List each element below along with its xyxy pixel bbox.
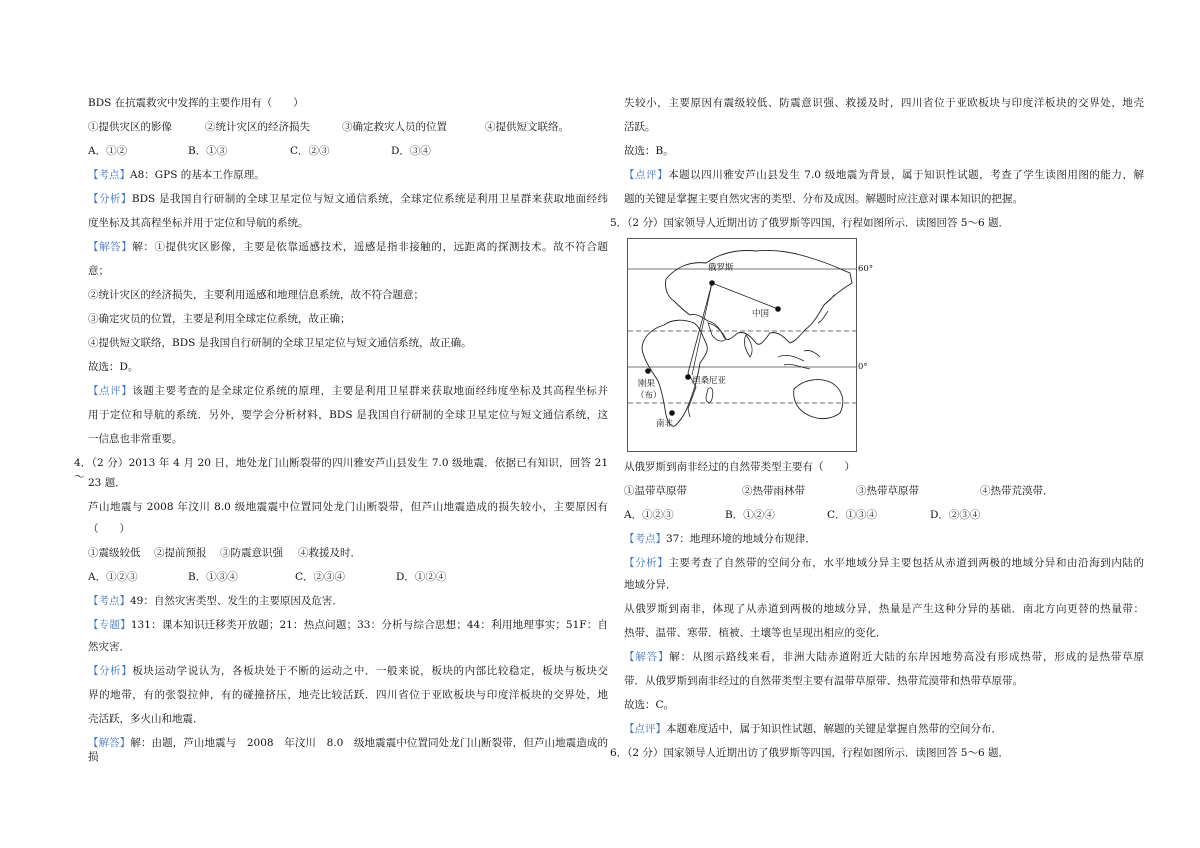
q4-jieda-text-1: 解：由题，芦山地震与 2008 年汶川 8.0 级地震震中位置同处龙门山断裂带，但芦山地震造成的损: [88, 737, 609, 763]
q4-fenxi-3: 壳活跃，多火山和地震．: [88, 713, 204, 725]
eurasia-outline: [665, 250, 852, 344]
q4-jieda-3: 活跃。: [624, 121, 656, 133]
q3-dianping-3: 一信息也非常重要。: [88, 433, 183, 445]
kaodian-tag: 【考点】: [88, 595, 130, 607]
q5-option-d[interactable]: D．②③④: [930, 509, 981, 521]
q3-jieda-1: [88, 240, 608, 254]
q4-sub-1: 芦山地震与 2008 年汶川 8.0 级地震震中位置同处龙门山断裂带，但芦山地震造成的损失较小，主要原因有: [88, 501, 608, 513]
q4-option-c[interactable]: C．②③④: [295, 571, 346, 583]
dianping-tag: 【点评】: [624, 169, 669, 181]
q3-kaodian: [88, 168, 265, 182]
label-0-degree: 0°: [858, 362, 868, 372]
south-africa-dot: [669, 410, 675, 416]
q3-choice-4: ④提供短文联络。: [485, 121, 569, 133]
q3-choice-2: ②统计灾区的经济损失: [205, 121, 310, 133]
q5-stem: 5．（2 分）国家领导人近期出访了俄罗斯等四国，行程如图所示．读图回答 5～6 题．: [610, 217, 1009, 229]
q3-jieda-3: ②统计灾区的经济损失，主要利用遥感和地理信息系统，故不符合题意；: [88, 289, 424, 301]
label-china: 中国: [752, 309, 770, 319]
q4-zhuanti-text-1: 131：课本知识迁移类开放题；21：热点问题；33：分析与综合思想；44：利用地理事实；51F：自: [130, 619, 608, 631]
q5-fenxi-2: 地域分异．: [624, 579, 677, 591]
q5-fenxi-text-1: 主要考查了自然带的空间分布，水平地域分异主要包括从赤道到两极的地域分异和由沿海到内陆的: [668, 557, 1145, 569]
dianping-tag: 【点评】: [624, 723, 666, 735]
q4-jieda-1: [88, 736, 608, 764]
q5-choice-4: ④热带荒漠带．: [980, 485, 1054, 497]
tanzania-dot: [685, 374, 691, 380]
q4-dianping-1: [624, 168, 1144, 182]
q3-kaodian-text: A8：GPS 的基本工作原理。: [130, 169, 265, 181]
world-route-map: [627, 238, 874, 452]
q5-fenxi-1: [624, 556, 1144, 570]
q4-option-b[interactable]: B．①③④: [188, 571, 238, 583]
zhuanti-tag: 【专题】: [88, 619, 131, 631]
q5-choices: [624, 484, 1054, 498]
label-south-africa: 南非: [656, 419, 674, 429]
q5-option-b[interactable]: B．①②④: [725, 509, 775, 521]
q3-dianping-1: [88, 384, 608, 398]
q5-jieda-1: [624, 650, 1144, 664]
q3-fenxi-2: 度坐标及其高程坐标并用于定位和导航的系统。: [88, 217, 309, 229]
q3-option-a[interactable]: A．①②: [88, 145, 128, 157]
q5-option-c[interactable]: C．①③④: [827, 509, 878, 521]
q4-choices: [88, 546, 361, 560]
beijing-dot: [775, 306, 781, 312]
q4-stem-2: 23 题．: [88, 477, 126, 489]
label-congo-2: （布）: [636, 391, 662, 401]
dianping-tag: 【点评】: [88, 385, 133, 397]
se-asia-islands: [778, 350, 820, 369]
q3-jieda-text-1: 解：①提供灾区影像，主要是依靠遥感技术，遥感是指非接触的，远距离的探测技术。故不符合题: [132, 241, 609, 253]
q4-zhuanti-1: [88, 618, 608, 632]
q4-choice-4: ④救援及时．: [298, 547, 361, 559]
q4-jieda-2: 失较小，主要原因有震级较低、防震意识强、救援及时，四川省位于亚欧板块与印度洋板块的交界处，地壳: [624, 97, 1144, 109]
label-tanzania: 坦桑尼亚: [692, 376, 727, 386]
q4-fenxi-1: [88, 664, 608, 678]
q3-dianping-2: 用于定位和导航的系统．另外，要学会分析材料，BDS 是我国自行研制的全球卫星定位与短文通信系统，这: [88, 409, 608, 421]
route-segment: [692, 283, 712, 375]
australia-outline: [794, 380, 843, 419]
q5-sub: 从俄罗斯到南非经过的自然带类型主要有（ ）: [624, 461, 855, 473]
q3-answer: 故选：D。: [88, 361, 139, 373]
kaodian-tag: 【考点】: [624, 533, 666, 545]
q3-jieda-2: 意；: [88, 265, 109, 277]
q3-option-d[interactable]: D．③④: [391, 145, 431, 157]
q5-dianping-text: 本题难度适中，属于知识性试题，解题的关键是掌握自然带的空间分布．: [666, 723, 1002, 735]
q4-sub-2: （ ）: [88, 523, 130, 535]
q3-stem: BDS 在抗震救灾中发挥的主要作用有（ ）: [88, 97, 304, 109]
q5-jieda-text-1: 解：从图示路线来看，非洲大陆赤道附近大陆的东岸因地势高没有形成热带，形成的是热带草原: [669, 651, 1145, 663]
q4-choice-2: ②提前预报: [154, 547, 207, 559]
jieda-tag: 【解答】: [88, 737, 131, 749]
q3-dianping-text-1: 该题主要考查的是全球定位系统的原理，主要是利用卫星群来获取地面经纬度坐标及其高程坐标并: [132, 385, 609, 397]
india-outline: [744, 335, 752, 357]
q5-option-a[interactable]: A．①②③: [624, 509, 674, 521]
jieda-tag: 【解答】: [624, 651, 670, 663]
q4-fenxi-text-1: 板块运动学说认为，各板块处于不断的运动之中．一般来说，板块的内部比较稳定，板块与板块交: [132, 665, 609, 677]
q4-choice-3: ③防震意识强: [220, 547, 283, 559]
q3-choice-3: ③确定救灾人员的位置: [342, 121, 447, 133]
q4-kaodian: [88, 594, 343, 608]
madagascar-outline: [706, 388, 713, 403]
q3-jieda-4: ③确定灾员的位置，主要是利用全球定位系统，故正确；: [88, 313, 351, 325]
fenxi-tag: 【分析】: [88, 193, 132, 205]
q3-choice-1: ①提供灾区的影像: [88, 121, 172, 133]
q5-fenxi-3: 从俄罗斯到南非，体现了从赤道到两极的地域分异，热量是产生这种分异的基础．南北方向更替的热量带：: [624, 603, 1144, 615]
fenxi-tag: 【分析】: [624, 557, 669, 569]
q3-fenxi-1: [88, 192, 608, 206]
label-congo: 刚果: [638, 379, 656, 389]
q5-answer: 故选：C。: [624, 699, 675, 711]
q4-choice-1: ①震级较低: [88, 547, 141, 559]
congo-dot: [645, 368, 651, 374]
q5-fenxi-4: 热带、温带、寒带．植被、土壤等也呈现出相应的变化．: [624, 627, 887, 639]
q3-option-b[interactable]: B．①③: [188, 145, 228, 157]
q4-option-d[interactable]: D．①②④: [396, 571, 447, 583]
q4-number: 4．: [74, 457, 92, 469]
label-60-degree: 60°: [858, 264, 874, 274]
q4-zhuanti-2: 然灾害．: [88, 641, 130, 653]
kaodian-tag: 【考点】: [88, 169, 130, 181]
q5-jieda-2: 带．从俄罗斯到南非经过的自然带类型主要有温带草原带、热带荒漠带和热带草原带。: [624, 675, 1023, 687]
q4-stem-1: [74, 456, 608, 484]
q3-option-c[interactable]: C．②③: [290, 145, 330, 157]
q5-options: [624, 508, 980, 522]
fenxi-tag: 【分析】: [88, 665, 133, 677]
q5-dianping: [624, 722, 1002, 736]
q4-option-a[interactable]: A．①②③: [88, 571, 138, 583]
q5-kaodian: [624, 532, 816, 546]
q4-fenxi-2: 界的地带，有的张裂拉伸，有的碰撞挤压，地壳比较活跃．四川省位于亚欧板块与印度洋板块的交界处，地: [88, 689, 608, 701]
q5-choice-2: ②热带雨林带: [742, 485, 805, 497]
q3-choices: [88, 120, 569, 134]
q4-dianping-text-1: 本题以四川雅安芦山县发生 7.0 级地震为背景，属于知识性试题，考查了学生读图用图的能力，解: [668, 169, 1145, 181]
q5-kaodian-text: 37：地理环境的地域分布规律．: [666, 533, 816, 545]
q4-answer: 故选：B。: [624, 145, 674, 157]
q4-stem-text-1: （2 分）2013 年 4 月 20 日，地处龙门山断裂带的四川雅安芦山县发生 7.0 级地震．依据已有知识，回答 21～: [74, 457, 608, 483]
q3-jieda-5: ④提供短文联络，BDS 是我国自行研制的全球卫星定位与短文通信系统，故正确。: [88, 337, 472, 349]
q3-fenxi-text-1: BDS 是我国自行研制的全球卫星定位与短文通信系统，全球定位系统是利用卫星群来获取地面经纬: [131, 193, 608, 205]
q4-dianping-2: 题的关键是掌握主要自然灾害的类型、分布及成因。解题时应注意对课本知识的把握。: [624, 193, 1023, 205]
q5-choice-3: ③热带草原带: [856, 485, 919, 497]
q3-options: [88, 144, 431, 158]
travel-route-line: [688, 283, 778, 417]
q4-kaodian-text: 49：自然灾害类型、发生的主要原因及危害．: [130, 595, 343, 607]
moscow-dot: [709, 280, 715, 286]
japan-outline: [818, 295, 834, 323]
q6-stem: 6．（2 分）国家领导人近期出访了俄罗斯等四国，行程如图所示．读图回答 5～6 题．: [610, 747, 1009, 759]
q4-options: [88, 570, 446, 584]
q5-choice-1: ①温带草原带: [624, 485, 687, 497]
label-russia: 俄罗斯: [708, 263, 734, 273]
jieda-tag: 【解答】: [88, 241, 133, 253]
